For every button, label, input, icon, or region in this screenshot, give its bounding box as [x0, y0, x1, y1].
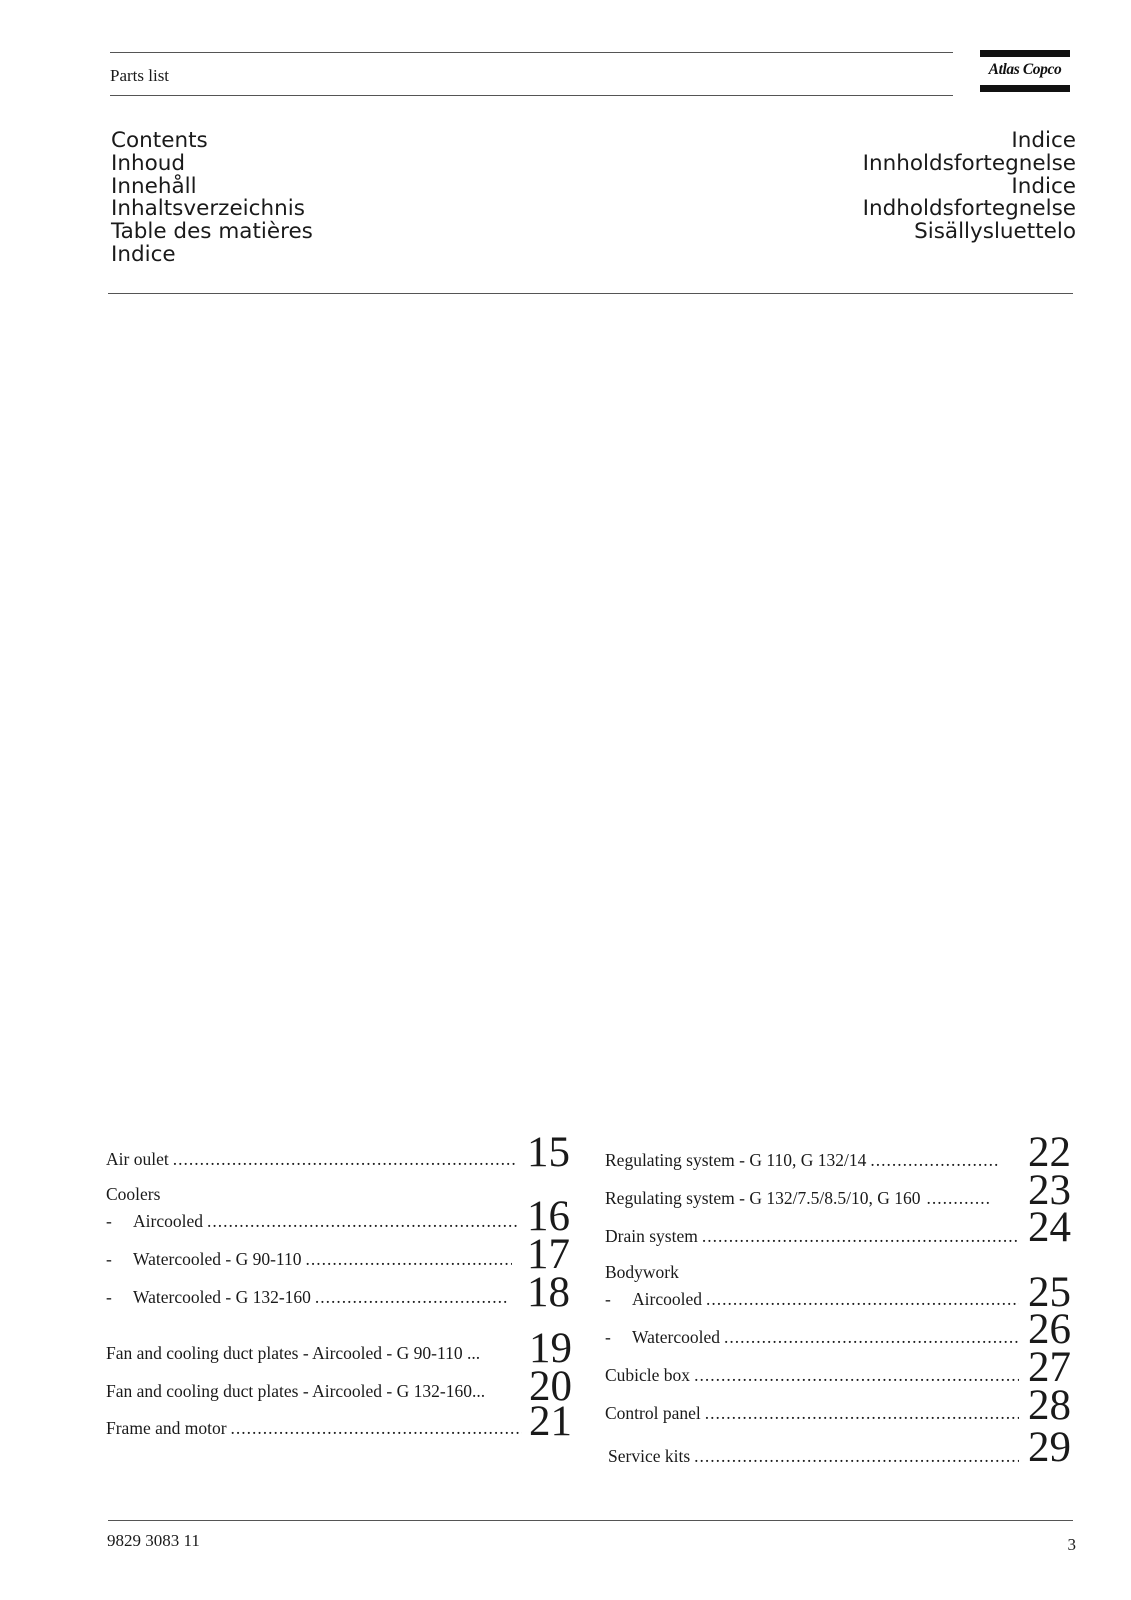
toc-label: Regulating system - G 132/7.5/8.5/10, G 160	[605, 1188, 921, 1208]
page-number-27[interactable]: 27	[1028, 1344, 1071, 1391]
page-number-20[interactable]: 20	[529, 1363, 572, 1410]
dot-leader	[315, 1287, 509, 1308]
title-indice-pt: Indice	[1011, 173, 1076, 199]
toc-label: Regulating system - G 110, G 132/14	[605, 1150, 867, 1170]
title-sisallysluettelo: Sisällysluettelo	[914, 219, 1076, 245]
toc-entry-service-kits[interactable]	[608, 1446, 1023, 1467]
toc-label: Fan and cooling duct plates - Aircooled - G 132-160...	[106, 1381, 486, 1401]
page-number-22[interactable]: 22	[1028, 1129, 1071, 1176]
toc-label: Fan and cooling duct plates - Aircooled - G 90-110 ...	[106, 1343, 481, 1363]
toc-label: Drain system	[605, 1226, 698, 1246]
contents-titles-left	[111, 130, 313, 267]
section-heading-coolers: Coolers	[106, 1184, 161, 1204]
toc-label: Aircooled	[632, 1289, 702, 1309]
footer-rule	[108, 1520, 1073, 1521]
header-bottom-rule	[110, 95, 953, 96]
toc-label: Aircooled	[133, 1211, 203, 1231]
title-indholdsfortegnelse: Indholdsfortegnelse	[862, 196, 1076, 222]
document-number: 9829 3083 11	[107, 1531, 200, 1550]
toc-entry-air-outlet[interactable]	[106, 1149, 521, 1170]
dot-leader: ............	[926, 1188, 991, 1208]
toc-entry-aircooled[interactable]	[106, 1211, 521, 1232]
page-number-15[interactable]: 15	[527, 1129, 570, 1176]
title-innehall: Innehåll	[111, 173, 197, 199]
list-dash: -	[106, 1211, 112, 1231]
title-indice-es: Indice	[1011, 128, 1076, 153]
page-number-19[interactable]: 19	[529, 1325, 572, 1372]
toc-entry-regulating-g110[interactable]	[605, 1150, 1003, 1171]
toc-entry-watercooled-g132[interactable]	[106, 1287, 513, 1308]
toc-label: Watercooled - G 132-160	[133, 1287, 311, 1307]
title-inhoud: Inhoud	[111, 150, 186, 176]
list-dash: -	[106, 1249, 112, 1269]
toc-entry-fan-g90[interactable]	[106, 1343, 526, 1364]
toc-label: Frame and motor	[106, 1418, 227, 1438]
page-number-21[interactable]: 21	[529, 1398, 572, 1445]
toc-label: Watercooled - G 90-110	[133, 1249, 302, 1269]
toc-entry-frame-motor[interactable]	[106, 1418, 526, 1439]
logo-bottom-bar	[980, 85, 1070, 92]
page-number-16[interactable]: 16	[527, 1193, 570, 1240]
list-dash: -	[605, 1327, 611, 1347]
toc-label: Control panel	[605, 1403, 701, 1423]
dot-leader	[207, 1211, 517, 1232]
logo-top-bar	[980, 50, 1070, 57]
dot-leader	[231, 1418, 522, 1439]
toc-entry-watercooled-g90[interactable]	[106, 1249, 516, 1270]
dot-leader	[870, 1150, 999, 1171]
page-number-23[interactable]: 23	[1028, 1167, 1071, 1214]
dot-leader	[724, 1327, 1019, 1348]
dot-leader	[694, 1365, 1019, 1386]
dot-leader	[705, 1403, 1019, 1424]
contents-titles-right	[863, 130, 1076, 244]
page-number-26[interactable]: 26	[1028, 1306, 1071, 1353]
page-number-28[interactable]: 28	[1028, 1382, 1071, 1429]
title-innholdsfortegnelse: Innholdsfortegnelse	[862, 150, 1076, 176]
header-label: Parts list	[110, 66, 170, 85]
toc-label: Air oulet	[106, 1149, 169, 1169]
page-number-25[interactable]: 25	[1028, 1269, 1071, 1316]
section-heading-bodywork: Bodywork	[605, 1262, 679, 1282]
toc-label: Service kits	[608, 1446, 691, 1466]
page-number: 3	[1067, 1535, 1076, 1554]
titles-divider	[108, 293, 1073, 294]
title-indice: Indice	[111, 241, 176, 267]
list-dash: -	[106, 1287, 112, 1307]
title-table-des-matieres: Table des matières	[111, 219, 313, 245]
toc-label: Watercooled	[632, 1327, 720, 1347]
toc-entry-bodywork-aircooled[interactable]	[605, 1289, 1023, 1310]
toc-entry-drain-system[interactable]	[605, 1226, 1023, 1247]
dot-leader	[306, 1249, 512, 1270]
page-number-24[interactable]: 24	[1028, 1204, 1071, 1251]
toc-entry-control-panel[interactable]	[605, 1403, 1023, 1424]
toc-entry-cubicle-box[interactable]	[605, 1365, 1023, 1386]
dot-leader	[702, 1226, 1019, 1247]
title-inhaltsverzeichnis: Inhaltsverzeichnis	[111, 196, 305, 222]
toc-entry-fan-g132[interactable]	[106, 1381, 526, 1402]
atlas-copco-logo	[980, 50, 1070, 94]
toc-entry-bodywork-watercooled[interactable]	[605, 1327, 1023, 1348]
page-number-17[interactable]: 17	[527, 1231, 570, 1278]
header-top-rule	[110, 52, 953, 53]
page-number-29[interactable]: 29	[1028, 1424, 1071, 1471]
toc-entry-regulating-g132[interactable]	[605, 1188, 1003, 1209]
dot-leader	[694, 1446, 1019, 1467]
toc-label: Cubicle box	[605, 1365, 691, 1385]
logo-wordmark: Atlas Copco	[988, 61, 1062, 78]
title-contents: Contents	[111, 128, 208, 153]
list-dash: -	[605, 1289, 611, 1309]
dot-leader	[173, 1149, 517, 1170]
dot-leader	[706, 1289, 1019, 1310]
page-number-18[interactable]: 18	[527, 1269, 570, 1316]
